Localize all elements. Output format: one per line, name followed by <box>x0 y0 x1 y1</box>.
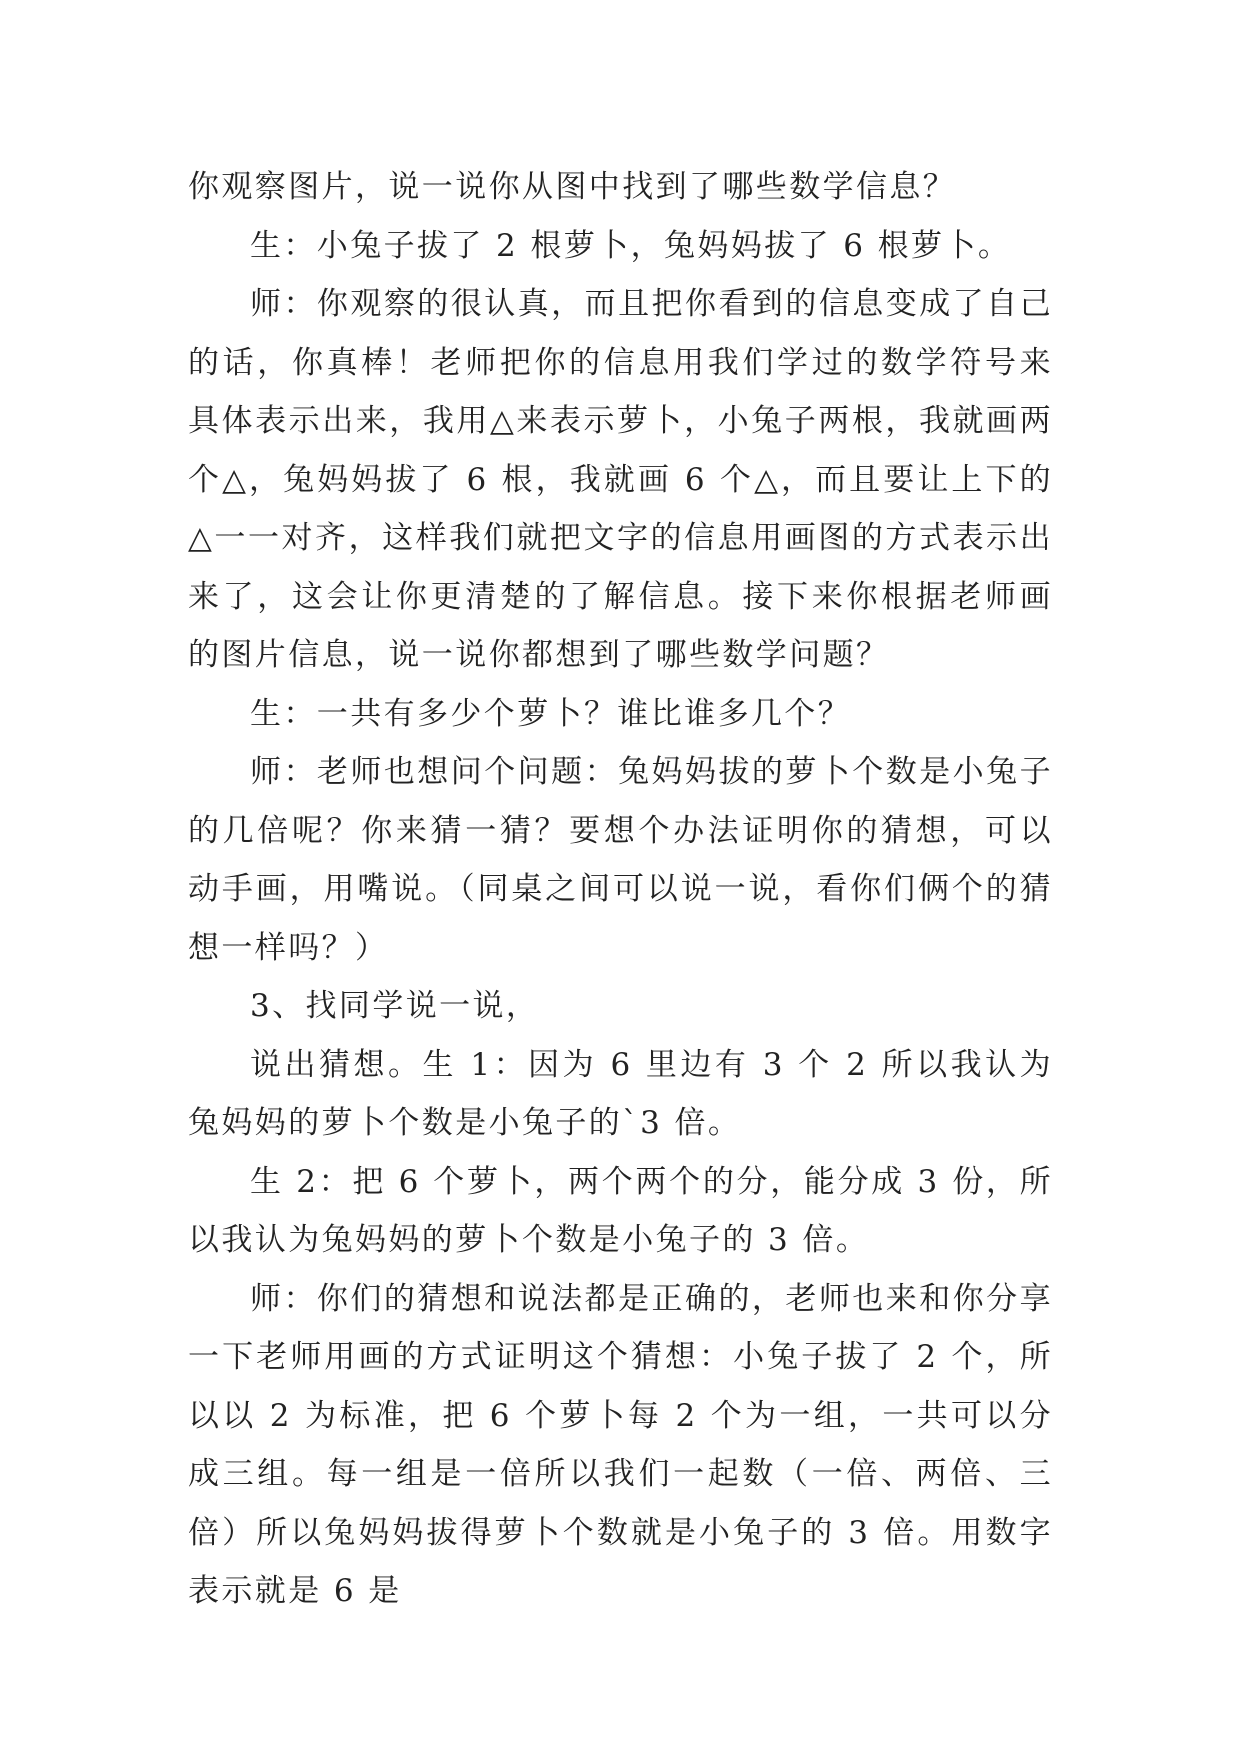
document-body <box>188 158 1053 1621</box>
paragraph-teacher-question: 师：老师也想问个问题：兔妈妈拔的萝卜个数是小兔子的几倍呢？你来猜一猜？要想个办法证明你的猜想，可以动手画，用嘴说。（同桌之间可以说一说，看你们俩个的猜想一样吗？） <box>188 754 1053 966</box>
paragraph-student-1-guess: 说出猜想。生 1：因为 6 里边有 3 个 2 所以我认为兔妈妈的萝卜个数是小兔子的`3 倍。 <box>188 1046 1053 1141</box>
paragraph-teacher-explanation-1: 师：你观察的很认真，而且把你看到的信息变成了自己的话，你真棒！老师把你的信息用我们学过的数学符号来具体表示出来，我用△来表示萝卜，小兔子两根，我就画两个△，兔妈妈拔了 6 根，我就画 6 个△，而且要让上下的△一一对齐，这样我们就把文字的信息用画图的方式表示出来了，这会让你更清楚的了解信息。接下来你根据老师画的图片信息，说一说你都想到了哪些数学问题？ <box>188 286 1053 673</box>
paragraph-student-answer-1: 生：小兔子拔了 2 根萝卜，兔妈妈拔了 6 根萝卜。 <box>250 227 1012 264</box>
paragraph-question-intro: 你观察图片，说一说你从图中找到了哪些数学信息？ <box>188 169 957 205</box>
paragraph-student-2-guess: 生 2：把 6 个萝卜，两个两个的分，能分成 3 份，所以我认为兔妈妈的萝卜个数是小兔子的 3 倍。 <box>188 1163 1053 1258</box>
paragraph-step-3: 3、找同学说一说， <box>250 988 540 1024</box>
paragraph-teacher-explanation-2: 师：你们的猜想和说法都是正确的，老师也来和你分享一下老师用画的方式证明这个猜想：小兔子拔了 2 个，所以以 2 为标准，把 6 个萝卜每 2 个为一组，一共可以分成三组。每一组是一倍所以我们一起数（一倍、两倍、三倍）所以兔妈妈拔得萝卜个数就是小兔子的 3 倍。用数字表示就是 6 是 <box>188 1280 1053 1609</box>
paragraph-student-answer-2: 生：一共有多少个萝卜？谁比谁多几个？ <box>250 695 852 732</box>
